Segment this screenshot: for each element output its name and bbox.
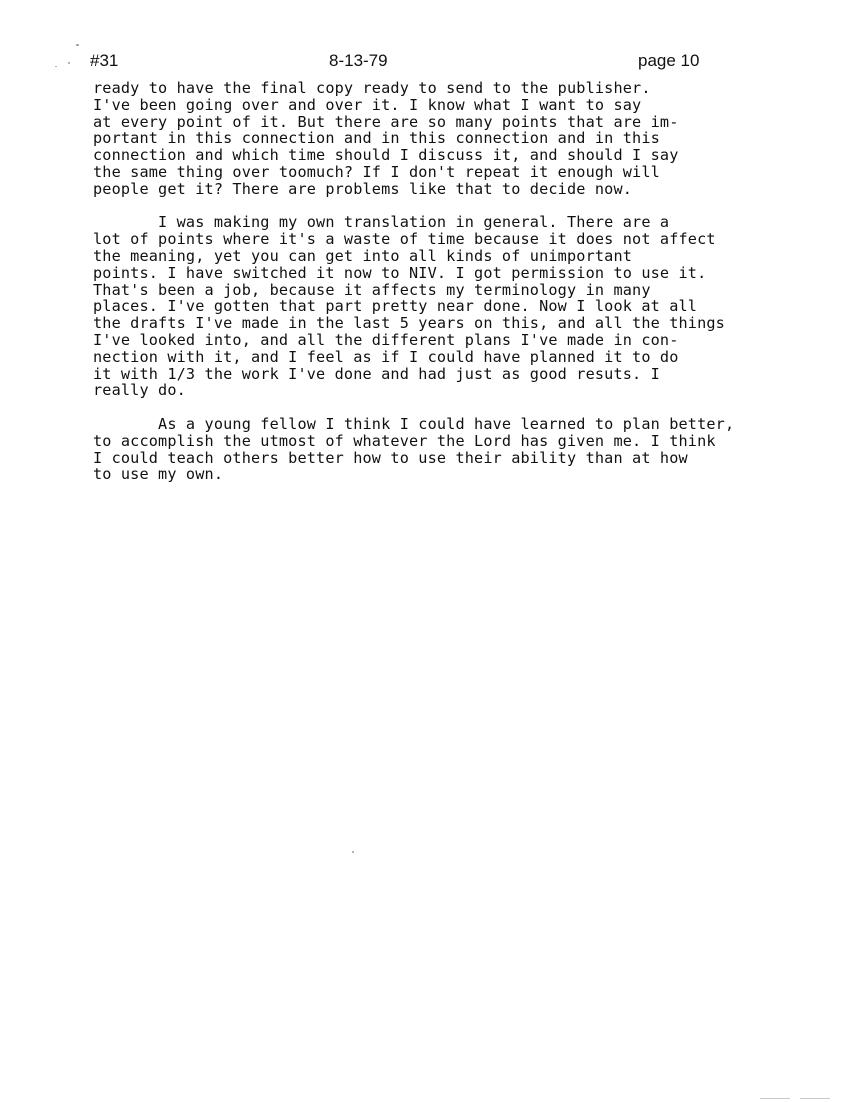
text-line: I've been going over and over it. I know what I want to say (93, 95, 642, 114)
document-number: #31 (90, 51, 119, 70)
text-line: I was making my own translation in general. There are a (93, 213, 670, 232)
text-line: the drafts I've made in the last 5 years on this, and all the things (93, 314, 725, 333)
paragraph-gap (93, 198, 833, 215)
document-date: 8-13-79 (329, 51, 388, 70)
text-line: the same thing over toomuch? If I don't repeat it enough will (93, 162, 660, 181)
page-number: page 10 (638, 51, 700, 70)
text-line: it with 1/3 the work I've done and had just as good resuts. I (93, 364, 660, 383)
text-line: points. I have switched it now to NIV. I got permission to use it. (93, 263, 707, 282)
text-line: ready to have the final copy ready to send to the publisher. (93, 79, 651, 97)
page-header (0, 51, 848, 73)
scan-speck (352, 851, 354, 853)
text-line: at every point of it. But there are so many points that are im- (93, 112, 679, 131)
text-line: lot of points where it's a waste of time because it does not affect (93, 230, 716, 249)
document-body (93, 80, 833, 483)
scan-mark (800, 1098, 830, 1099)
text-line: That's been a job, because it affects my terminology in many (93, 280, 651, 299)
scan-mark (760, 1098, 790, 1099)
text-line: people get it? There are problems like that to decide now. (93, 179, 633, 198)
text-line: the meaning, yet you can get into all kinds of unimportant (93, 246, 633, 265)
text-line: connection and which time should I discuss it, and should I say (93, 146, 679, 165)
text-line: places. I've gotten that part pretty near done. Now I look at all (93, 297, 698, 316)
text-line: As a young fellow I think I could have learned to plan better, (93, 414, 735, 433)
text-line: portant in this connection and in this connection and in this (93, 129, 660, 148)
text-line: I've looked into, and all the different plans I've made in con- (93, 330, 679, 349)
paragraph-gap (93, 399, 833, 416)
scan-speck (76, 44, 79, 46)
text-line: really do. (93, 381, 186, 400)
paragraph-1 (93, 80, 833, 198)
text-line: I could teach others better how to use their ability than at how (93, 448, 688, 467)
text-line: to accomplish the utmost of whatever the Lord has given me. I think (93, 431, 716, 450)
paragraph-3 (93, 416, 833, 483)
paragraph-2 (93, 214, 833, 399)
text-line: to use my own. (93, 465, 224, 484)
text-line: nection with it, and I feel as if I could have planned it to do (93, 347, 679, 366)
